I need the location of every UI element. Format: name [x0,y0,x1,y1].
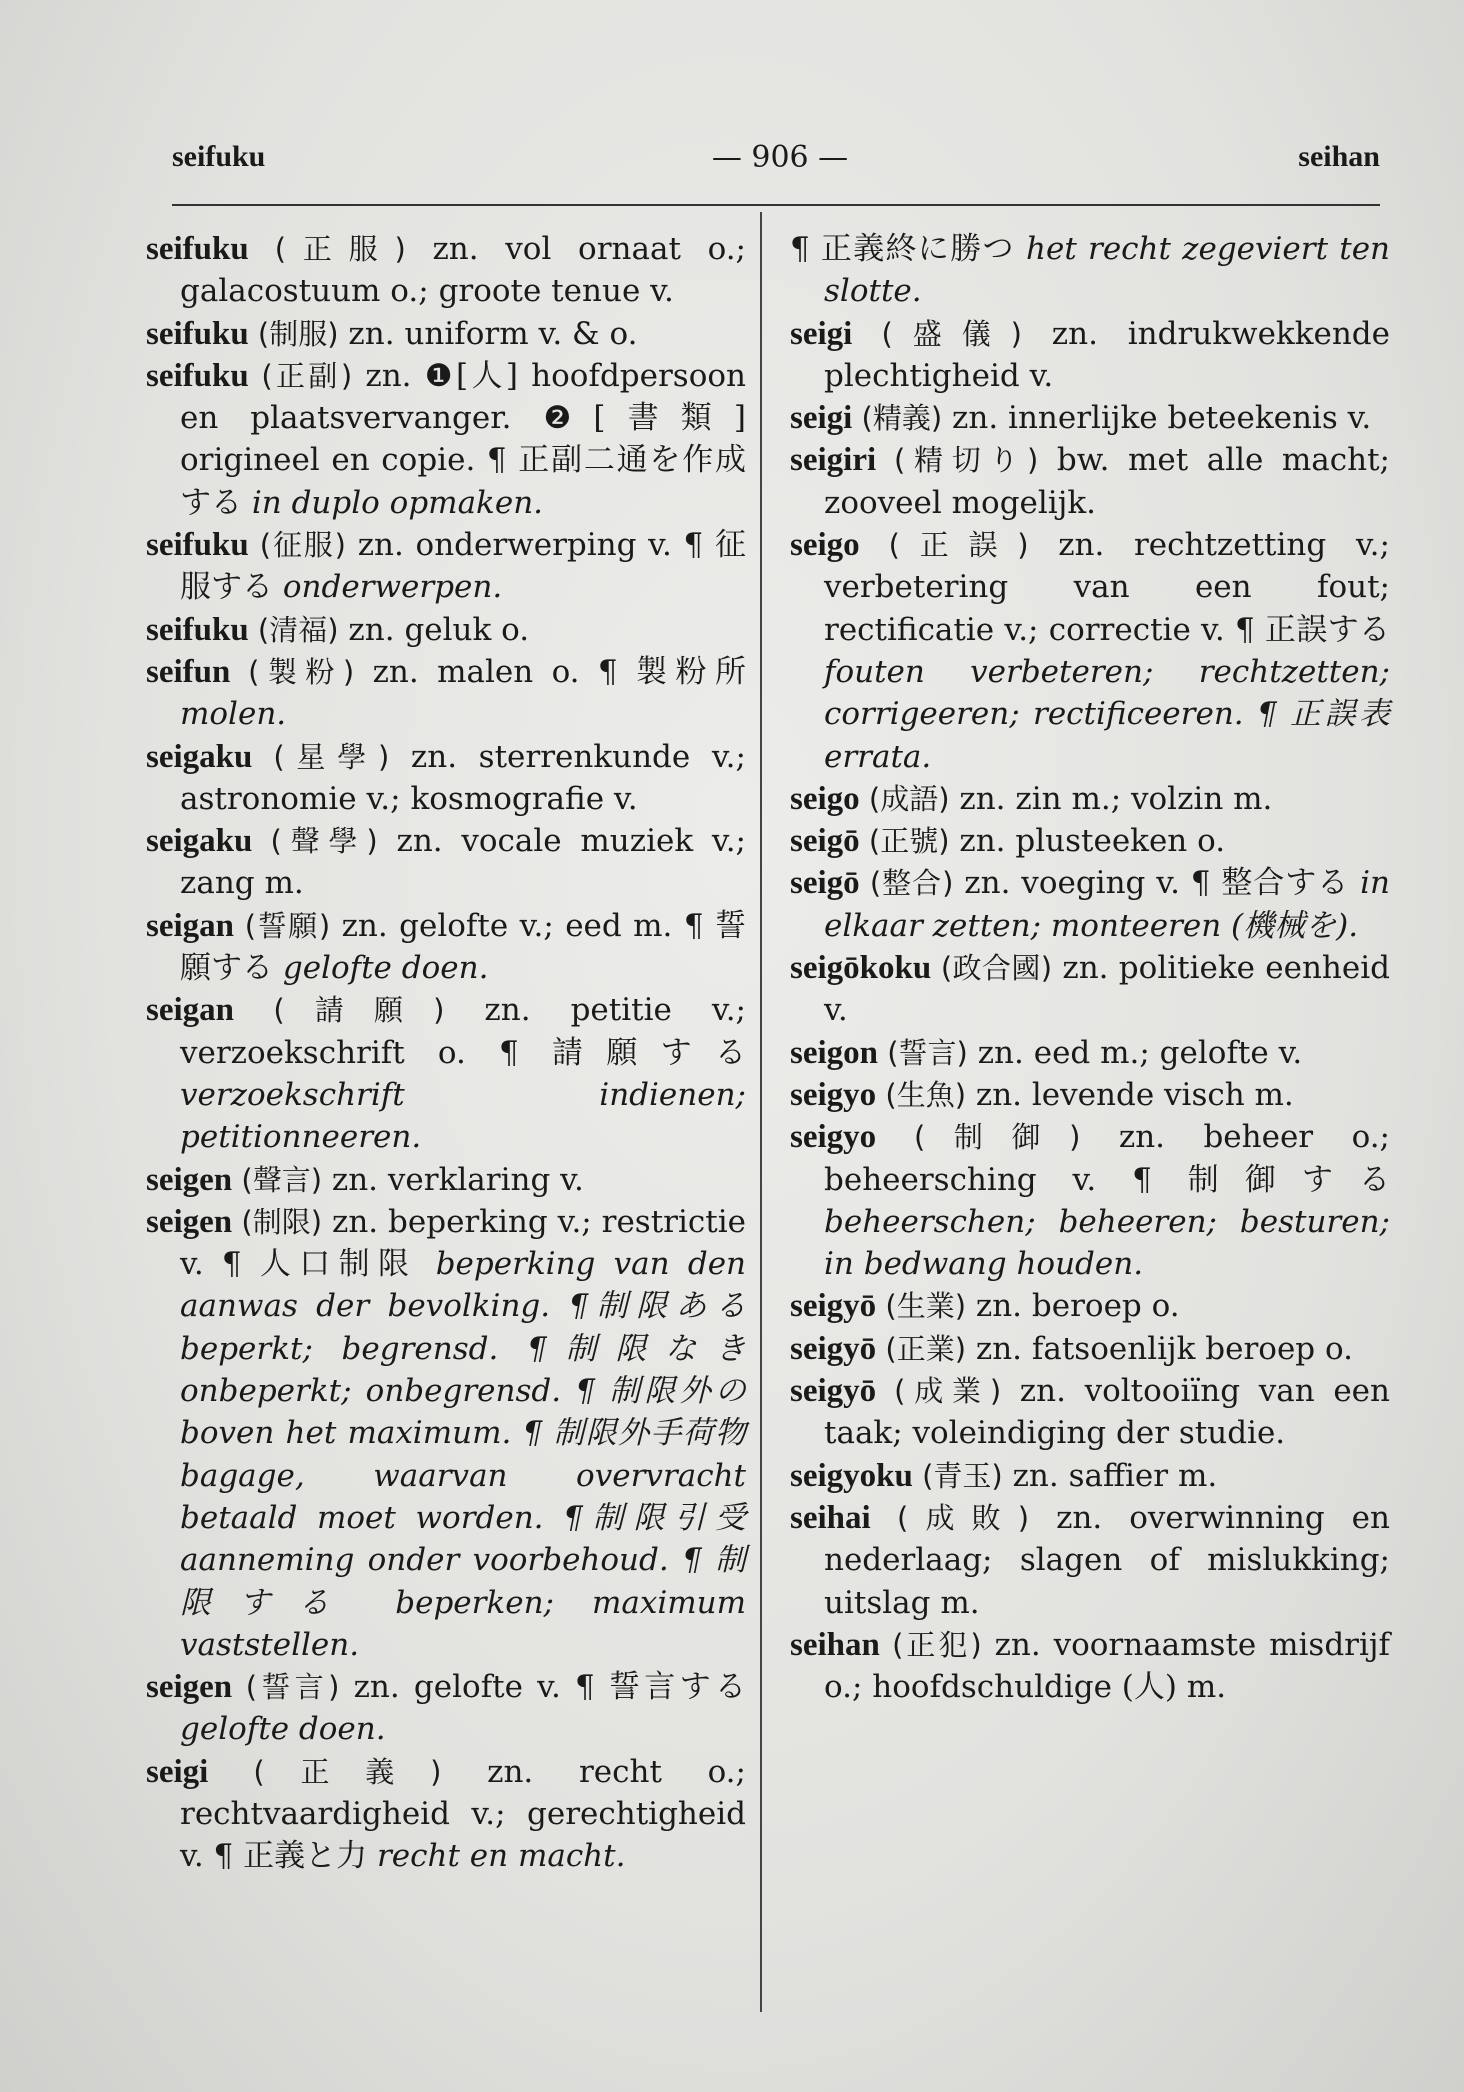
entry-headword: seifuku [146,231,249,267]
entry-kanji: (征服) [248,528,346,563]
entry-kanji: (誓言) [232,1670,340,1705]
entry-headword: seigyo [790,1076,877,1113]
entry-kanji: (正副) [248,358,353,393]
dictionary-entry [146,355,746,524]
entry-kanji: (正犯) [879,1627,982,1662]
entry-kanji: (青玉) [912,1458,1003,1493]
entry-headword: seihai [790,1499,871,1536]
header-rule [172,204,1380,206]
dictionary-entry [790,1455,1390,1497]
entry-kanji: (生業) [876,1289,967,1324]
entry-headword: seigyo [790,1119,877,1156]
page-number: — 906 — [711,140,849,175]
entry-example: in duplo opmaken. [242,484,544,521]
dictionary-entry [146,313,746,355]
right-column [790,228,1390,1708]
entry-definition: zn. beheer o.; beheersching v. ¶ 制御する [824,1119,1390,1198]
entry-kanji: (精切り) [876,443,1039,478]
dictionary-entry [790,397,1390,439]
dictionary-entry [146,820,746,905]
entry-definition: zn. levende visch m. [966,1076,1294,1113]
entry-kanji: (制御) [876,1120,1081,1155]
entry-kanji: (正號) [859,824,950,859]
dictionary-entry [790,778,1390,820]
entry-example: in elkaar zetten; monteeren (機械を). [824,865,1390,944]
entry-headword: seigen [146,1203,233,1240]
entry-definition: zn. overwinning en nederlaag; slagen of mislukking; uitslag m. [824,1499,1390,1621]
entry-definition: bw. met alle macht; zooveel mogelijk. [824,442,1390,521]
dictionary-entry [790,1032,1390,1074]
entry-headword: seifuku [146,357,249,394]
dictionary-entry [790,1624,1390,1709]
entry-headword: seigen [146,1161,233,1198]
left-column [146,228,746,1878]
entry-example: beperking van den aanwas der bevolking. ¶制限ある beperkt; begrensd. ¶制限なき onbeperkt; onbegrensd. ¶ 制限外の boven het maximum. ¶ 制限外手荷物 bagage, waarvan overvracht betaald moet worden. ¶制限引受 aanneming onder voorbehoud. ¶ 制限する beperken; maximum vaststellen. [180,1246,746,1663]
entry-definition: zn. zin m.; volzin m. [949,780,1273,817]
dictionary-entry [790,524,1390,778]
dictionary-entry [146,1159,746,1201]
entry-headword: seigi [146,1753,209,1790]
entry-definition: zn. beperking v.; restrictie v. ¶ 人口制限 [180,1203,746,1283]
entry-headword: seifuku [146,527,249,564]
entry-kanji: (成業) [876,1374,1002,1409]
entry-definition: zn. rechtzetting v.; verbetering van een fout; rectificatie v.; correctie v. ¶ 正誤する [824,527,1390,648]
entry-kanji: (清福) [248,612,339,647]
entry-example: het recht zegeviert ten slotte. [824,231,1391,310]
entry-headword: seigō [790,823,860,860]
entry-headword: seigi [790,315,853,352]
entry-headword: seifuku [146,315,249,352]
entry-definition: zn. beroep o. [966,1288,1180,1325]
entry-example: molen. [180,696,287,733]
running-head-right: seihan [1298,140,1380,173]
entry-headword: seihan [790,1626,880,1663]
entry-kanji: (聲學) [252,824,378,859]
entry-kanji: (精義) [852,401,943,436]
entry-definition: zn. innerlijke beteekenis v. [942,400,1372,437]
entry-definition: zn. gelofte v. ¶ 誓言する [339,1669,746,1706]
entry-kanji: (成敗) [870,1500,1030,1535]
entry-definition: zn. eed m.; gelofte v. [967,1034,1303,1071]
dictionary-entry [790,1497,1390,1624]
dictionary-entry [146,989,746,1158]
dictionary-entry [790,1328,1390,1370]
entry-definition: zn. saffier m. [1002,1457,1218,1494]
entry-definition: zn. ❶[人] hoofdpersoon en plaatsvervanger. ❷[書類] origineel en copie. ¶ 正副二通を作成する [180,357,746,521]
entry-example: recht en macht. [367,1838,626,1875]
dictionary-entry [790,862,1390,947]
dictionary-entry [146,905,746,990]
entry-example: gelofte doen. [273,950,489,987]
entry-headword: seigyoku [790,1457,913,1494]
entry-headword: seigo [790,780,860,817]
entry-definition: zn. plusteeken o. [949,823,1226,860]
entry-definition: zn. voeging v. ¶ 整合する [953,865,1350,902]
entry-kanji: (誓言) [878,1035,968,1070]
entry-definition: zn. onderwerping v. ¶ 征服する [180,527,746,606]
entry-kanji: (政合國) [931,951,1053,986]
entry-definition: zn. recht o.; rechtvaardigheid v.; gerechtigheid v. ¶ 正義と力 [180,1753,746,1875]
entry-definition: zn. voornaamste misdrijf o.; hoofdschuldige (人) m. [824,1626,1390,1706]
entry-kanji: (星學) [252,739,390,774]
entry-kanji: (盛儀) [852,316,1022,351]
entry-kanji: (整合) [859,866,954,901]
entry-headword: seigyō [790,1288,877,1325]
dictionary-entry [146,736,746,821]
entry-kanji: (製粉) [230,654,355,689]
entry-kanji: (請願) [234,993,445,1028]
entry-definition: zn. geluk o. [338,611,530,648]
dictionary-entry [790,313,1390,398]
dictionary-entry [790,1074,1390,1116]
entry-headword: seifun [146,653,231,690]
dictionary-entry [790,439,1390,524]
entry-example: beheerschen; beheeren; besturen; in bedwang houden. [824,1203,1390,1283]
entry-definition: zn. gelofte v.; eed m. ¶ 誓願する [180,907,746,987]
entry-definition: zn. malen o. ¶ 製粉所 [354,653,746,690]
entry-example: verzoekschrift indienen; petitionneeren. [180,1076,746,1156]
entry-headword: seifuku [146,611,249,648]
entry-headword: seigō [790,865,860,902]
column-divider [760,212,762,2012]
dictionary-entry [790,820,1390,862]
entry-definition: zn. verklaring v. [322,1161,584,1198]
entry-example: onderwerpen. [273,569,503,606]
entry-kanji: (制限) [232,1204,323,1239]
entry-headword: seigyō [790,1373,877,1410]
entry-kanji: (正誤) [859,528,1029,563]
dictionary-entry [146,1201,746,1666]
dictionary-entry [790,1116,1390,1285]
entry-kanji: (成語) [859,781,950,816]
entry-headword: seigan [146,992,235,1029]
entry-headword: seigiri [790,442,877,479]
entry-headword: seigōkoku [790,950,932,987]
entry-kanji: (制服) [248,316,339,351]
entry-definition: ¶ 正義終に勝つ [790,231,1015,267]
entry-definition: zn. uniform v. & o. [338,315,638,352]
entry-kanji: (正服) [248,232,406,266]
entry-kanji: (誓願) [234,908,331,943]
entry-definition: zn. sterrenkunde v.; astronomie v.; kosmografie v. [180,738,746,817]
entry-definition: zn. indrukwekkende plechtigheid v. [824,315,1390,394]
dictionary-entry [146,651,746,736]
dictionary-entry [146,228,746,313]
dictionary-entry [790,1370,1390,1455]
entry-definition: zn. voltooiïng van een taak; voleindiging der studie. [824,1373,1390,1452]
entry-definition: zn. vocale muziek v.; zang m. [180,823,746,902]
dictionary-entry [146,1666,746,1751]
entry-headword: seigi [790,400,853,437]
entry-headword: seigaku [146,738,253,775]
entry-kanji: (正業) [876,1331,967,1366]
entry-headword: seigo [790,527,860,564]
entry-example: fouten verbeteren; rechtzetten; corrigeeren; rectificeeren. ¶ 正誤表 errata. [824,653,1390,775]
dictionary-entry [790,1285,1390,1327]
dictionary-entry [146,1751,746,1878]
entry-headword: seigan [146,907,235,944]
dictionary-entry [790,228,1390,313]
entry-kanji: (聲言) [232,1162,323,1197]
dictionary-entry [146,609,746,651]
dictionary-entry [790,947,1390,1032]
entry-definition: zn. politieke eenheid v. [824,950,1390,1029]
entry-kanji: (生魚) [876,1077,967,1112]
entry-example: gelofte doen. [180,1711,386,1748]
entry-headword: seigyō [790,1330,877,1367]
entry-definition: zn. petitie v.; verzoekschrift o. ¶ 請願する [180,992,746,1071]
entry-headword: seigen [146,1669,233,1706]
entry-headword: seigaku [146,823,253,860]
entry-definition: zn. fatsoenlijk beroep o. [966,1330,1353,1367]
entry-headword: seigon [790,1034,879,1071]
entry-definition: zn. vol ornaat o.; galacostuum o.; groote tenue v. [180,231,746,310]
entry-kanji: (正義) [208,1754,442,1789]
running-head-left: seifuku [172,140,266,173]
dictionary-entry [146,524,746,609]
